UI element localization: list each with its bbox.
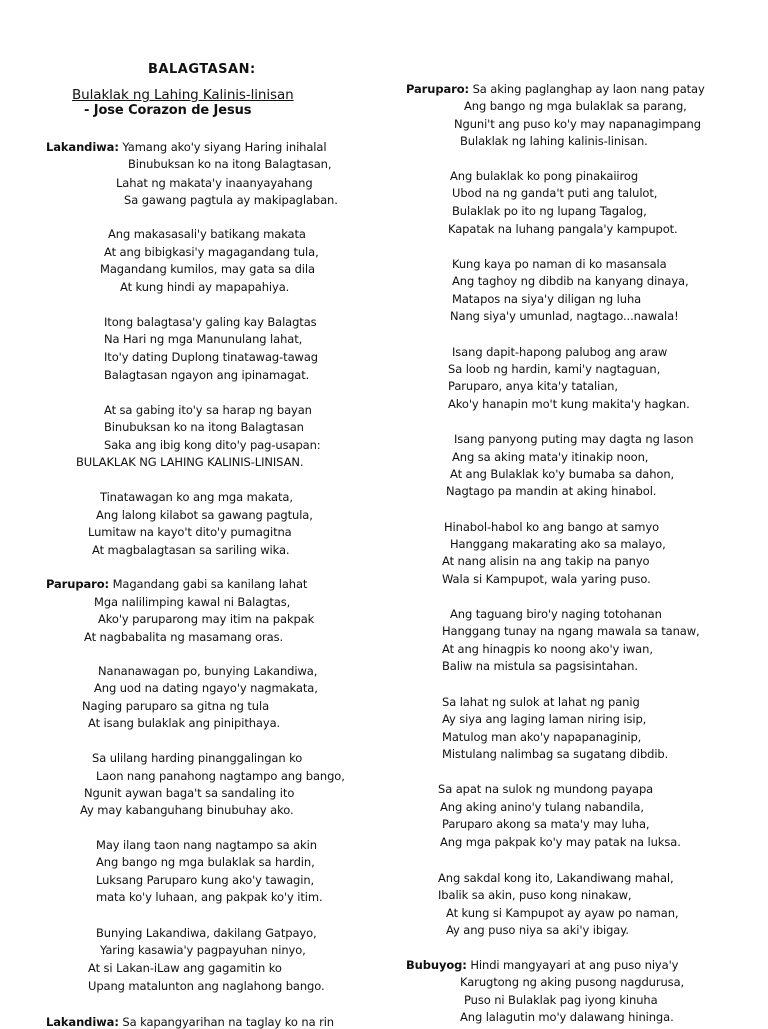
speaker-label: Bubuyog: [406,958,467,972]
verse-text: Tinatawagan ko ang mga makata, [100,490,293,504]
verse-text: Magandang gabi sa kanilang lahat [112,577,308,591]
poem-line [440,835,681,849]
verse-text: At kung hindi ay mapapahiya. [120,280,290,294]
poem-line [96,769,345,783]
poem-line [96,890,323,904]
verse-text: Lumitaw na kayo't dito'y pumagitna [88,525,292,539]
verse-text: At magbalagtasan sa sariling wika. [92,543,290,557]
verse-text: Ang bulaklak ko pong pinakaiirog [450,169,639,183]
poem-line [84,786,294,800]
verse-text: Hindi mangyayari at ang puso niya'y [470,958,679,972]
verse-text: May ilang taon nang nagtampo sa akin [96,838,317,852]
verse-text: Ang lalagutin mo'y dalawang hininga. [460,1010,674,1024]
verse-text: Mga nalilimping kawal ni Balagtas, [94,595,291,609]
poem-line [406,958,678,972]
verse-text: At ang hinagpis ko noong ako'y iwan, [442,642,653,656]
verse-text: Ang sakdal kong ito, Lakandiwang mahal, [438,871,674,885]
verse-text: Sa kapangyarihan na taglay ko na rin [122,1015,334,1029]
poem-line [448,362,660,376]
speaker-label: Paruparo: [406,82,470,96]
poem-line [116,176,313,190]
poem-line [442,642,653,656]
verse-text: Nang siya'y umunlad, nagtago...nawala! [450,309,679,323]
verse-text: Sa ulilang harding pinanggalingan ko [92,751,303,765]
poem-line [98,612,314,626]
poem-line [452,450,648,464]
poem-line [464,99,687,113]
verse-text: Naging paruparo sa gitna ng tula [82,699,270,713]
poem-line [120,280,289,294]
poem-line [448,379,618,393]
poem-line [88,716,280,730]
verse-text: Paruparo, anya kita'y tatalian, [448,379,618,393]
verse-text: Sa loob ng hardin, kami'y nagtaguan, [448,362,661,376]
verse-text: Isang dapit-hapong palubog ang araw [452,345,668,359]
poem-line [96,855,315,869]
poem-line [442,817,649,831]
verse-text: Wala si Kampupot, wala yaring puso. [442,572,651,586]
verse-text: Lahat ng makata'y inaanyayahang [116,176,313,190]
verse-text: Matulog man ako'y napapanaginip, [442,730,642,744]
verse-text: Balagtasan ngayon ang ipinamagat. [104,368,310,382]
verse-text: Sa gawang pagtula ay makipaglaban. [124,193,338,207]
verse-text: Nananawagan po, bunying Lakandiwa, [98,664,318,678]
verse-text: Ang bango ng mga bulaklak sa hardin, [96,855,315,869]
poem-line [452,274,689,288]
verse-text: Ako'y paruparong may itim na pakpak [98,612,315,626]
verse-text: Ang uod na dating ngayo'y nagmakata, [94,681,318,695]
verse-text: Ngunit aywan baga't sa sandaling ito [84,786,295,800]
poem-line [88,961,282,975]
speaker-label: Lakandiwa: [46,140,119,154]
verse-text: Ubod na ng ganda't puti ang talulot, [452,186,658,200]
verse-text: Ang aking anino'y tulang nabandila, [440,800,644,814]
poem-line [452,292,641,306]
poem-line [96,926,317,940]
verse-text: Ang taghoy ng dibdib na kanyang dinaya, [452,274,689,288]
verse-text: Ito'y dating Duplong tinatawag-tawag [104,350,318,364]
verse-text: Ang taguang biro'y naging totohanan [450,607,662,621]
poem-line [450,607,662,621]
verse-text: Puso ni Bulaklak pag iyong kinuha [464,993,658,1007]
poem-line [104,403,312,417]
verse-text: Ako'y hanapin mo't kung makita'y hagkan. [448,397,690,411]
poem-line [100,490,293,504]
poem-line [454,432,693,446]
poem-line [88,979,325,993]
verse-text: Ay may kabanguhang binubuhay ako. [80,803,294,817]
poem-line [104,350,318,364]
verse-text: Ang lalong kilabot sa gawang pagtula, [96,508,313,522]
verse-text: Bulaklak ng lahing kalinis-linisan. [460,134,648,148]
poem-line [128,157,331,171]
poem-line [98,664,317,678]
poem-line [442,572,651,586]
poem-line [448,222,678,236]
verse-text: Paruparo akong sa mata'y may luha, [442,817,650,831]
verse-text: At si Lakan-iLaw ang gagamitin ko [88,961,282,975]
verse-text: Nagtago pa mandin at aking hinabol. [446,484,657,498]
verse-text: Ang mga pakpak ko'y may patak na luksa. [440,835,681,849]
verse-text: Na Hari ng mga Manunulang lahat, [104,332,303,346]
verse-text: Matapos na siya'y diligan ng luha [452,292,642,306]
verse-text: Hanggang tunay na ngang mawala sa tanaw, [442,624,700,638]
poem-line [108,227,306,241]
poem-line [454,117,701,131]
poem-line [442,659,638,673]
verse-text: Ang makasasali'y batikang makata [108,227,306,241]
poem-line [94,595,290,609]
verse-text: At sa gabing ito'y sa harap ng bayan [104,403,312,417]
verse-text: At isang bulaklak ang pinipithaya. [88,716,281,730]
verse-text: At nang alisin na ang takip na panyo [442,554,650,568]
poem-line [80,803,294,817]
speaker-label: Lakandiwa: [46,1015,119,1029]
poem-line [124,193,338,207]
verse-text: Ang bango ng mga bulaklak sa parang, [464,99,687,113]
poem-line [104,368,309,382]
page-title: BALAGTASAN: [148,62,256,77]
poem-line [100,262,315,276]
poem-line [46,577,307,591]
poem-subtitle: Bulaklak ng Lahing Kalinis-linisan [72,87,294,103]
verse-text: At nagbabalita ng masamang oras. [84,630,284,644]
verse-text: Ibalik sa akin, puso kong ninakaw, [438,888,632,902]
verse-text: Hanggang makarating ako sa malayo, [450,537,666,551]
poem-line [442,695,640,709]
verse-text: Laon nang panahong nagtampo ang bango, [96,769,345,783]
poem-line [442,554,650,568]
verse-text: BULAKLAK NG LAHING KALINIS-LINISAN. [76,455,304,469]
poem-line [76,455,303,469]
poem-line [444,520,659,534]
poem-line [452,257,667,271]
verse-text: Binubuksan ko na itong Balagtasan, [128,157,332,171]
speaker-label: Paruparo: [46,577,110,591]
poem-line [448,397,690,411]
poem-line [446,484,656,498]
poem-line [450,309,679,323]
verse-text: At ang bibigkasi'y magagandang tula, [104,245,319,259]
verse-text: Saka ang ibig kong dito'y pag-usapan: [104,438,321,452]
poem-line [452,186,657,200]
verse-text: Ay siya ang laging laman niring isip, [442,712,647,726]
verse-text: Yamang ako'y siyang Haring inihalal [122,140,327,154]
verse-text: Kung kaya po naman di ko masansala [452,257,667,271]
verse-text: At ang Bulaklak ko'y bumaba sa dahon, [450,467,675,481]
verse-text: Karugtong ng aking pusong nagdurusa, [460,975,685,989]
poem-line [438,871,674,885]
poem-line [104,438,321,452]
poem-line [100,943,306,957]
verse-text: Sa apat na sulok ng mundong payapa [438,782,654,796]
poem-line [452,204,647,218]
verse-text: Sa aking paglanghap ay laon nang patay [472,82,705,96]
verse-text: Nguni't ang puso ko'y may napanagimpang [454,117,701,131]
poem-line [104,332,302,346]
verse-text: Luksang Paruparo kung ako'y tawagin, [96,873,315,887]
poem-line [82,699,269,713]
poem-line [460,975,684,989]
poem-line [440,800,644,814]
poem-line [94,681,318,695]
poem-line [88,525,292,539]
poem-line [46,140,326,154]
verse-text: Magandang kumilos, may gata sa dila [100,262,315,276]
verse-text: Upang matalunton ang naglahong bango. [88,979,325,993]
poem-line [96,873,314,887]
poem-author: - Jose Corazon de Jesus [84,103,252,118]
poem-line [92,543,289,557]
verse-text: Bulaklak po ito ng lupang Tagalog, [452,204,647,218]
poem-line [92,751,302,765]
poem-line [96,508,313,522]
poem-line [450,467,674,481]
poem-line [442,747,668,761]
poem-line [442,624,700,638]
verse-text: Yaring kasawia'y pagpayuhan ninyo, [100,943,306,957]
poem-line [406,82,705,96]
poem-line [46,1015,334,1029]
poem-line [452,345,667,359]
verse-text: Ang sa aking mata'y itinakip noon, [452,450,649,464]
poem-line [438,888,631,902]
verse-text: Baliw na mistula sa pagsisintahan. [442,659,638,673]
poem-line [446,906,678,920]
poem-line [460,1010,674,1024]
poem-line [104,420,304,434]
poem-line [438,782,653,796]
poem-line [442,730,641,744]
verse-text: Itong balagtasa'y galing kay Balagtas [104,315,317,329]
verse-text: Binubuksan ko na itong Balagtasan [104,420,304,434]
verse-text: At kung si Kampupot ay ayaw po naman, [446,906,679,920]
verse-text: Isang panyong puting may dagta ng lason [454,432,694,446]
verse-text: Ay ang puso niya sa aki'y ibigay. [446,923,629,937]
verse-text: mata ko'y luhaan, ang pakpak ko'y itim. [96,890,323,904]
poem-line [446,923,629,937]
poem-line [96,838,317,852]
verse-text: Bunying Lakandiwa, dakilang Gatpayo, [96,926,317,940]
verse-text: Hinabol-habol ko ang bango at samyo [444,520,660,534]
poem-line [84,630,283,644]
verse-text: Mistulang nalimbag sa sugatang dibdib. [442,747,669,761]
verse-text: Sa lahat ng sulok at lahat ng panig [442,695,640,709]
poem-line [464,993,658,1007]
poem-line [450,169,638,183]
poem-line [450,537,666,551]
poem-line [104,245,319,259]
verse-text: Kapatak na luhang pangala'y kampupot. [448,222,678,236]
poem-line [104,315,317,329]
poem-line [442,712,646,726]
poem-line [460,134,648,148]
